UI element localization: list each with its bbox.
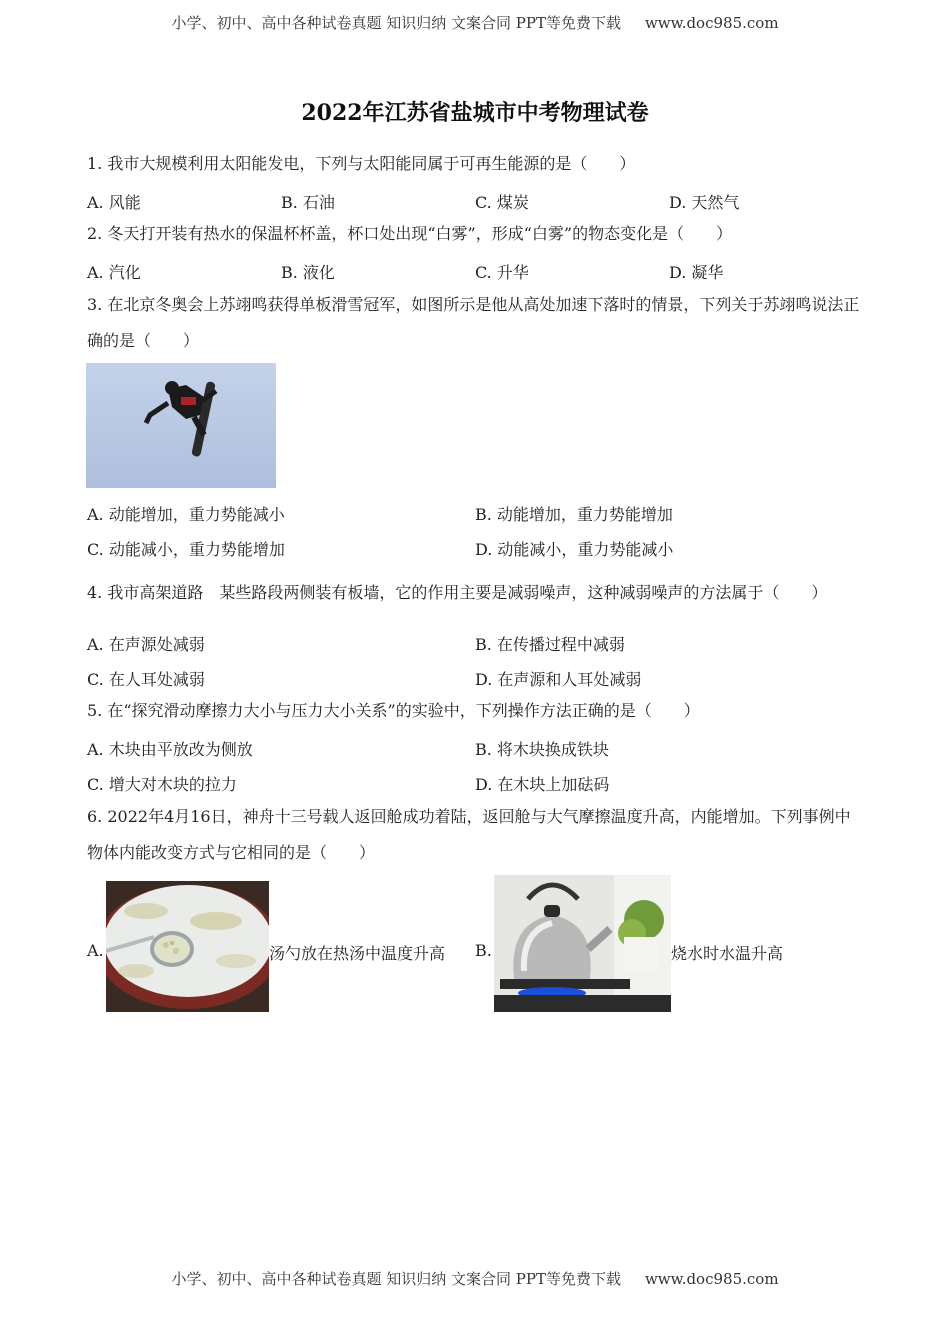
question-3-stem: 3. 在北京冬奥会上苏翊鸣获得单板滑雪冠军，如图所示是他从高处加速下落时的情景，下列关于苏翊鸣说法正确的是（ ） (87, 295, 860, 350)
question-5-stem: 5. 在“探究滑动摩擦力大小与压力大小关系”的实验中，下列操作方法正确的是（ ） (87, 701, 700, 720)
q6-option-b-letter[interactable]: B. (475, 941, 492, 960)
q5-option-c[interactable]: C. 增大对木块的拉力 (87, 775, 237, 794)
footer-text: 小学、初中、高中各种试卷真题 知识归纳 文案合同 PPT等免费下载 (171, 1270, 621, 1288)
header-text: 小学、初中、高中各种试卷真题 知识归纳 文案合同 PPT等免费下载 (171, 14, 621, 32)
question-5-options-row-1 (87, 737, 867, 761)
question-3-options-row-2 (87, 537, 867, 561)
q3-option-a[interactable]: A. 动能增加，重力势能减小 (87, 505, 285, 524)
q6-option-a-text[interactable]: 汤勺放在热汤中温度升高 (269, 944, 446, 963)
q1-option-a[interactable]: A. 风能 (87, 193, 141, 212)
q4-option-a[interactable]: A. 在声源处减弱 (87, 635, 205, 654)
q3-option-b[interactable]: B. 动能增加，重力势能增加 (475, 505, 673, 524)
q5-option-d[interactable]: D. 在木块上加砝码 (475, 775, 610, 794)
q2-option-c[interactable]: C. 升华 (475, 263, 529, 282)
q4-option-d[interactable]: D. 在声源和人耳处减弱 (475, 670, 642, 689)
q3-option-c[interactable]: C. 动能减小，重力势能增加 (87, 540, 285, 559)
kettle-image (494, 875, 671, 1012)
header-site-link[interactable]: www.doc985.com (644, 14, 779, 32)
question-1-stem: 1. 我市大规模利用太阳能发电，下列与太阳能同属于可再生能源的是（ ） (87, 154, 636, 173)
question-5-options-row-2 (87, 772, 867, 796)
footer-site-link[interactable]: www.doc985.com (644, 1270, 779, 1288)
q2-option-b[interactable]: B. 液化 (281, 263, 335, 282)
page-header (0, 12, 950, 33)
question-1-options (87, 190, 867, 214)
page-title: 2022年江苏省盐城市中考物理试卷 (301, 100, 649, 126)
soup-ladle-image (106, 881, 269, 1012)
q2-option-a[interactable]: A. 汽化 (87, 263, 141, 282)
q2-option-d[interactable]: D. 凝华 (669, 263, 724, 282)
snowboarder-image (86, 363, 276, 488)
question-2-stem: 2. 冬天打开装有热水的保温杯杯盖，杯口处出现“白雾”，形成“白雾”的物态变化是（ ） (87, 224, 733, 243)
q3-option-d[interactable]: D. 动能减小，重力势能减小 (475, 540, 674, 559)
question-4-options-row-2 (87, 667, 867, 691)
question-6-stem: 6. 2022年4月16日，神舟十三号载人返回舱成功着陆，返回舱与大气摩擦温度升高，内能增加。下列事例中物体内能改变方式与它相同的是（ ） (87, 807, 851, 862)
q5-option-a[interactable]: A. 木块由平放改为侧放 (87, 740, 253, 759)
question-4-stem: 4. 我市高架道路 某些路段两侧装有板墙，它的作用主要是减弱噪声，这种减弱噪声的方法属于（ ） (87, 583, 828, 602)
question-3-options-row-1 (87, 502, 867, 526)
page-footer (0, 1268, 950, 1289)
q6-option-b-text[interactable]: 烧水时水温升高 (671, 944, 784, 963)
q1-option-d[interactable]: D. 天然气 (669, 193, 740, 212)
q1-option-b[interactable]: B. 石油 (281, 193, 335, 212)
q1-option-c[interactable]: C. 煤炭 (475, 193, 529, 212)
q6-option-a-letter[interactable]: A. (87, 941, 104, 960)
question-2-options (87, 260, 867, 284)
q4-option-b[interactable]: B. 在传播过程中减弱 (475, 635, 625, 654)
q5-option-b[interactable]: B. 将木块换成铁块 (475, 740, 609, 759)
q4-option-c[interactable]: C. 在人耳处减弱 (87, 670, 205, 689)
question-4-options-row-1 (87, 632, 867, 656)
